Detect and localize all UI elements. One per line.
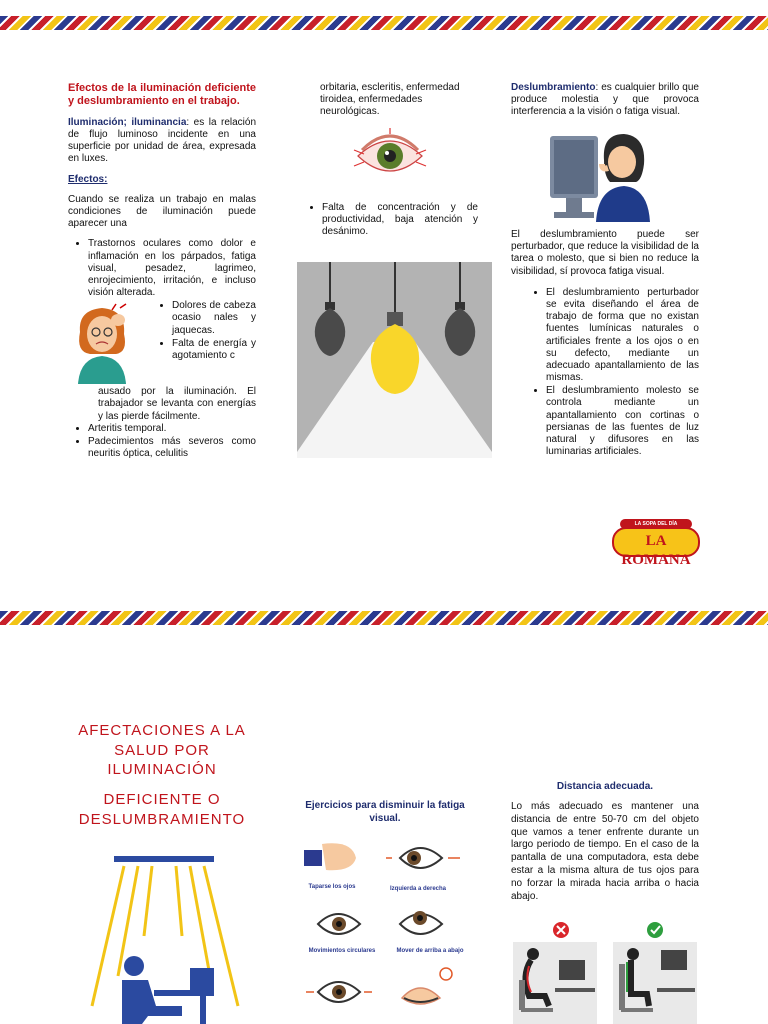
- list-item: • Falta de energía y agotamiento c: [172, 338, 256, 362]
- effects-list: [68, 238, 256, 299]
- effects-intro: Cuando se realiza un trabajo en malas condiciones de iluminación puede aparecer una: [68, 193, 256, 230]
- efectos-heading: Efectos:: [68, 173, 108, 185]
- glare-paragraph: El deslumbramiento puede ser perturbador, que reduce la visibilidad de la tarea o molesto, que si bien no reduce la visibilidad, sí provoca fatiga visual.: [511, 229, 699, 277]
- top-stripe: [0, 16, 768, 30]
- eye-exercises-image: [296, 838, 474, 1018]
- illuminance-term: Iluminación; iluminancia: [68, 116, 187, 128]
- glare-computer-image: [546, 130, 650, 222]
- distance-text: Lo más adecuado es mantener una distancia de entre 50-70 cm del objeto que vamos a tener enfrente durante un largo periodo de tiempo. En el caso de la pantalla de una computadora, esta debe estar a la misma altura de tus ojos para no forzar la mirada hacia arriba o hacia abajo.: [511, 801, 699, 902]
- logo-tagline: LA SOPA DEL DÍA: [620, 519, 692, 529]
- column2-bullet: [300, 202, 478, 240]
- illuminance-definition: [68, 117, 256, 166]
- list-item: • Arteritis temporal.: [88, 423, 256, 435]
- list-item: • El deslumbramiento perturbador se evita diseñando el área de trabajo de forma que no existan fuentes lumínicas naturales o artificiales frente a los ojos o en su defecto, mediante un adecuado apantallamiento de las mismas.: [546, 287, 699, 385]
- column-glare: [511, 82, 699, 119]
- exercise-label: Movimientos circulares: [308, 948, 376, 954]
- column-effects-cont: [320, 82, 478, 119]
- list-item: • Trastornos oculares como dolor e inflamación en los párpados, fatiga visual, pesadez, lagrimeo, enrojecimiento, irritación, e incluso visión alterada.: [88, 238, 256, 299]
- light-bulbs-image: [297, 262, 492, 458]
- list-item: • Falta de concentración y de productividad, baja atención y desánimo.: [322, 202, 478, 239]
- illuminance-text: : es la relación de flujo luminoso incidente en una superficie por unidad de área, expresada en luxes.: [68, 116, 257, 165]
- list-item: • El deslumbramiento molesto se controla mediante un apantallamiento con cortinas o persianas de las fuentes de luz natural y difusores en las luminarias artificiales.: [546, 385, 699, 458]
- la-romana-logo: [612, 519, 700, 568]
- posture-comparison-image: [511, 920, 699, 1024]
- exercise-label: Taparse los ojos: [308, 884, 356, 890]
- sub-effects-list: [150, 300, 256, 363]
- glare-term: Deslumbramiento: [511, 82, 596, 93]
- exercise-label: Mover de arriba a abajo: [396, 948, 464, 954]
- list-item: • Padecimientos más severos como neuritis óptica, celulitis: [88, 436, 256, 460]
- desk-light-worker-image: [82, 856, 242, 1024]
- logo-text: LA ROMANA: [621, 533, 691, 568]
- exercises-title: Ejercicios para disminuir la fatiga visual.: [305, 800, 465, 824]
- headache-woman-image: [68, 302, 140, 384]
- headache-block: [68, 300, 256, 392]
- effects-title: Efectos de la iluminación deficiente y deslumbramiento en el trabajo.: [68, 82, 256, 108]
- effects-continuation: orbitaria, escleritis, enfermedad tiroidea, enfermedades neurológicas.: [320, 82, 460, 118]
- column3-body: [511, 229, 699, 459]
- cover-title-line1: AFECTACIONES A LA SALUD POR ILUMINACIÓN: [78, 722, 246, 778]
- glare-text: : es cualquier brillo que produce molestia y que provoca interferencia a la visión o fatiga visual.: [511, 82, 699, 118]
- distance-title: Distancia adecuada.: [556, 781, 654, 792]
- exercise-label: Izquierda a derecha: [389, 886, 447, 892]
- middle-stripe: [0, 611, 768, 625]
- list-item: • Dolores de cabeza ocasio nales y jaquecas.: [172, 300, 256, 337]
- irritated-eye-image: [350, 128, 430, 194]
- glare-definition: [511, 82, 699, 119]
- cover-title-line2: DEFICIENTE O DESLUMBRAMIENTO: [78, 791, 246, 828]
- column-effects: [68, 82, 256, 461]
- effects-list-2: [68, 423, 256, 461]
- sub-effect-continuation: ausado por la iluminación. El trabajador se levanta con energías y las pierde fácilmente.: [98, 386, 256, 422]
